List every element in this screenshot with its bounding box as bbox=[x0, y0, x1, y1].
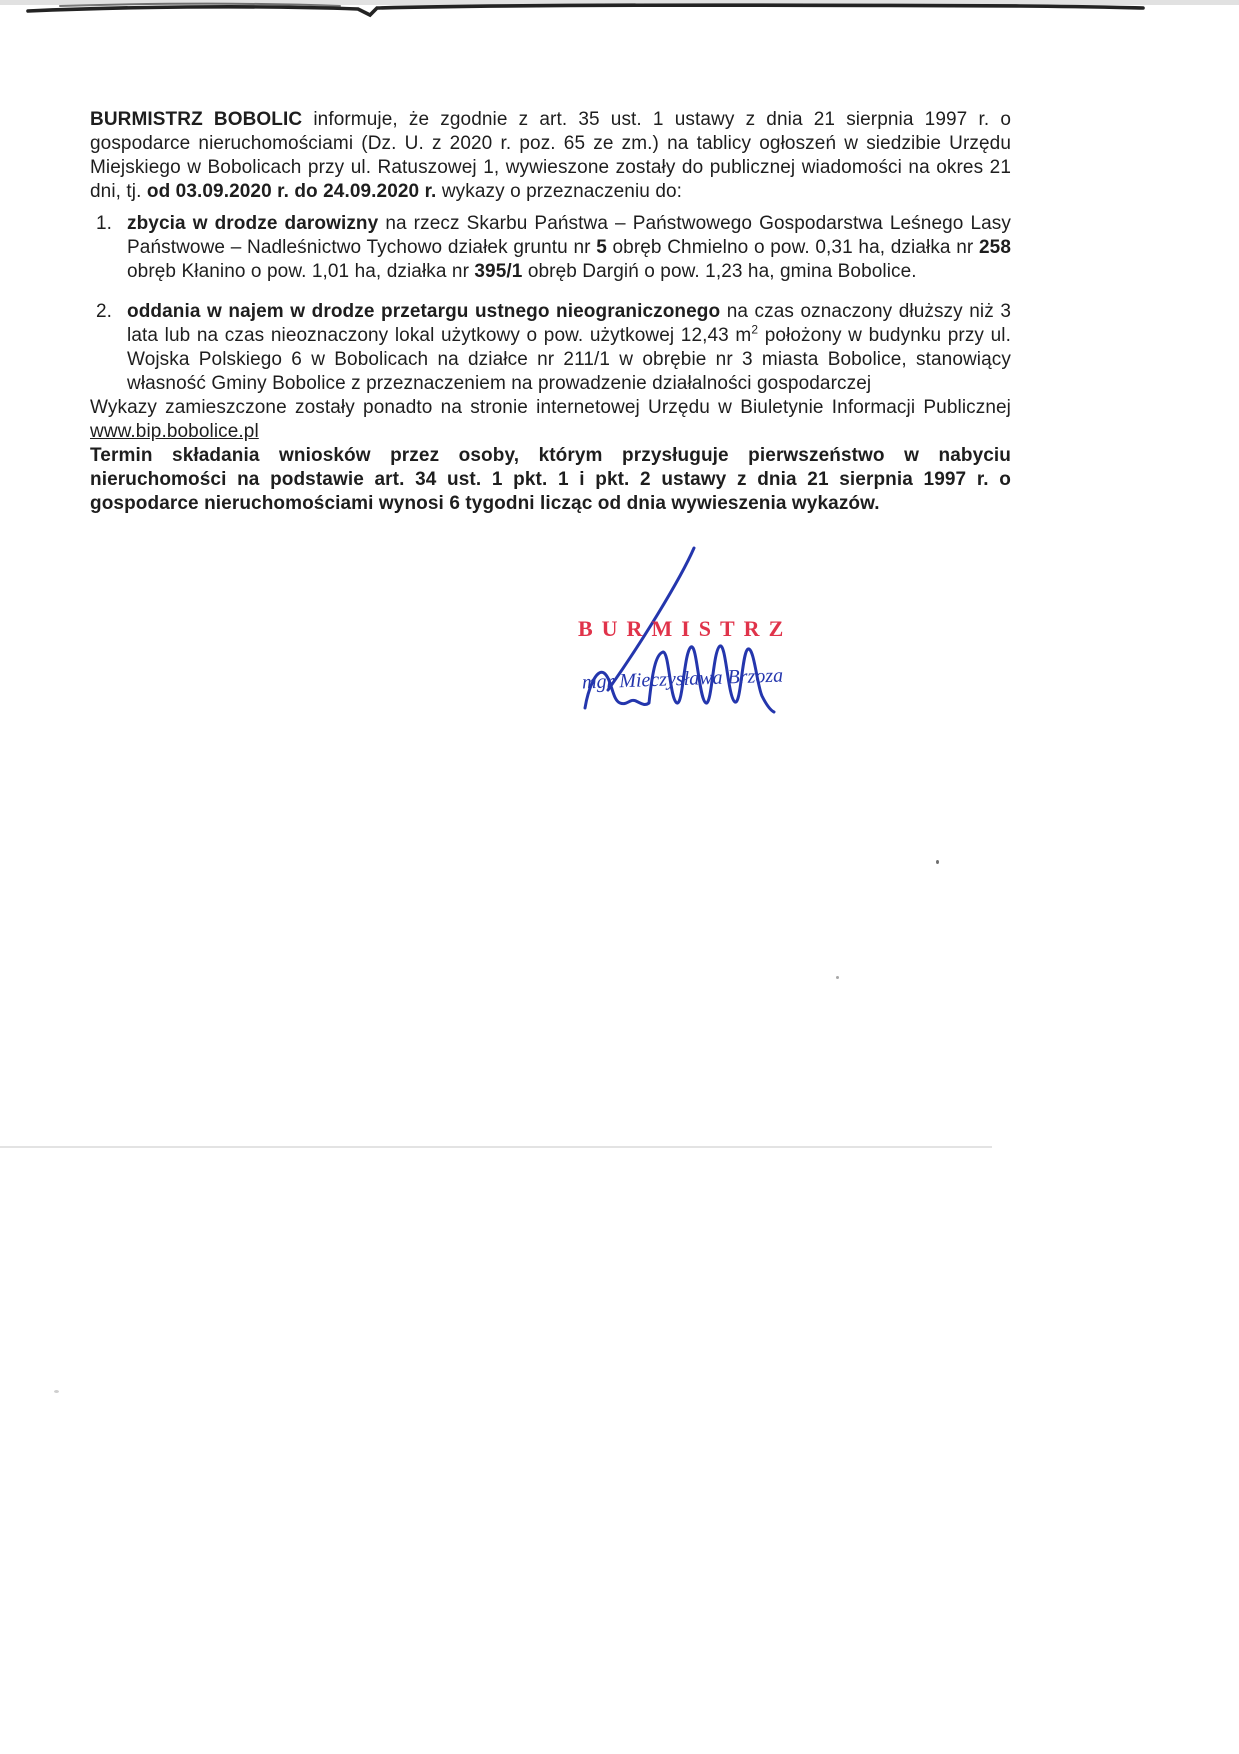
item1-plot-number: 258 bbox=[979, 237, 1012, 258]
item2-text-segment: na czas oznaczony dłuższy niż 3 lata lub na czas nieoznaczony lokal użytkowy o pow. użytkowej 12,43 m bbox=[127, 301, 1011, 346]
document-body bbox=[90, 108, 1011, 516]
scan-speck bbox=[936, 860, 939, 864]
signee-name: mgr Mieczysława Brzoza bbox=[581, 664, 784, 694]
item1-text-segment: obręb Dargiń o pow. 1,23 ha, gmina Bobolice. bbox=[522, 261, 917, 282]
list-item-2-number: 2. bbox=[96, 301, 113, 322]
date-range-bold-segment: od 03.09.2020 r. do 24.09.2020 r. bbox=[146, 181, 437, 202]
burmistrz-stamp: BURMISTRZ bbox=[578, 616, 793, 641]
item1-text-segment: obręb Kłanino o pow. 1,01 ha, działka nr bbox=[127, 261, 475, 282]
bip-text-segment: Wykazy zamieszczone zostały ponadto na stronie internetowej Urzędu w Biuletynie Informacji Publicznej bbox=[90, 397, 1011, 418]
list-item-2-text bbox=[127, 300, 1011, 396]
item1-text-segment: na rzecz Skarbu Państwa – Państwowego Gospodarstwa Leśnego Lasy Państwowe – Nadleśnictwo Tychowo działek gruntu nr bbox=[127, 213, 1011, 258]
intro-text-segment: informuje, że zgodnie z art. 35 ust. 1 ustawy z dnia 21 sierpnia 1997 r. o gospodarce nieruchomościami (Dz. U. z 2020 r. poz. 65 ze zm.) na tablicy ogłoszeń w siedzibie Urzędu Miejskiego w Bobolicach przy ul. Ratuszowej 1, wywieszone zostały do publicznej wiadomości na okres 21 dni, tj. bbox=[90, 109, 1011, 202]
bip-paragraph bbox=[90, 396, 1011, 444]
sender-name-bold-segment: BURMISTRZ BOBOLIC bbox=[90, 109, 303, 130]
item2-text-segment: położony w budynku przy ul. Wojska Polskiego 6 w Bobolicach na działce nr 211/1 w obrębie nr 3 miasta Bobolice, stanowiący własność Gminy Bobolice z przeznaczeniem na prowadzenie działalności gospodarczej bbox=[127, 325, 1011, 394]
intro-tail-segment: wykazy o przeznaczeniu do: bbox=[436, 181, 683, 202]
scan-speck bbox=[836, 976, 839, 979]
item1-plot-number: 395/1 bbox=[474, 261, 523, 282]
deadline-paragraph: Termin składania wniosków przez osoby, którym przysługuje pierwszeństwo w nabyciu nieruchomości na podstawie art. 34 ust. 1 pkt. 1 i pkt. 2 ustawy z dnia 21 sierpnia 1997 r. o gospodarce nieruchomościami wynosi 6 tygodni licząc od dnia wywieszenia wykazów. bbox=[90, 445, 1011, 514]
item1-bold-lead: zbycia w drodze darowizny bbox=[127, 213, 379, 234]
bip-url: www.bip.bobolice.pl bbox=[90, 421, 259, 442]
item2-bold-lead: oddania w najem w drodze przetargu ustnego nieograniczonego bbox=[127, 301, 721, 322]
list-item-1-text bbox=[127, 212, 1011, 284]
list-item-2 bbox=[90, 300, 1011, 396]
scan-speck bbox=[54, 1390, 59, 1393]
list-item-1-number: 1. bbox=[96, 213, 113, 234]
intro-paragraph bbox=[90, 108, 1011, 204]
scan-mid-line-artifact bbox=[0, 1146, 992, 1148]
item1-text-segment: obręb Chmielno o pow. 0,31 ha, działka nr bbox=[606, 237, 979, 258]
item1-plot-number: 5 bbox=[596, 237, 607, 258]
list-item-1 bbox=[90, 212, 1011, 284]
square-meter-exponent: 2 bbox=[751, 322, 759, 337]
scan-top-edge-artifact bbox=[0, 0, 1239, 20]
